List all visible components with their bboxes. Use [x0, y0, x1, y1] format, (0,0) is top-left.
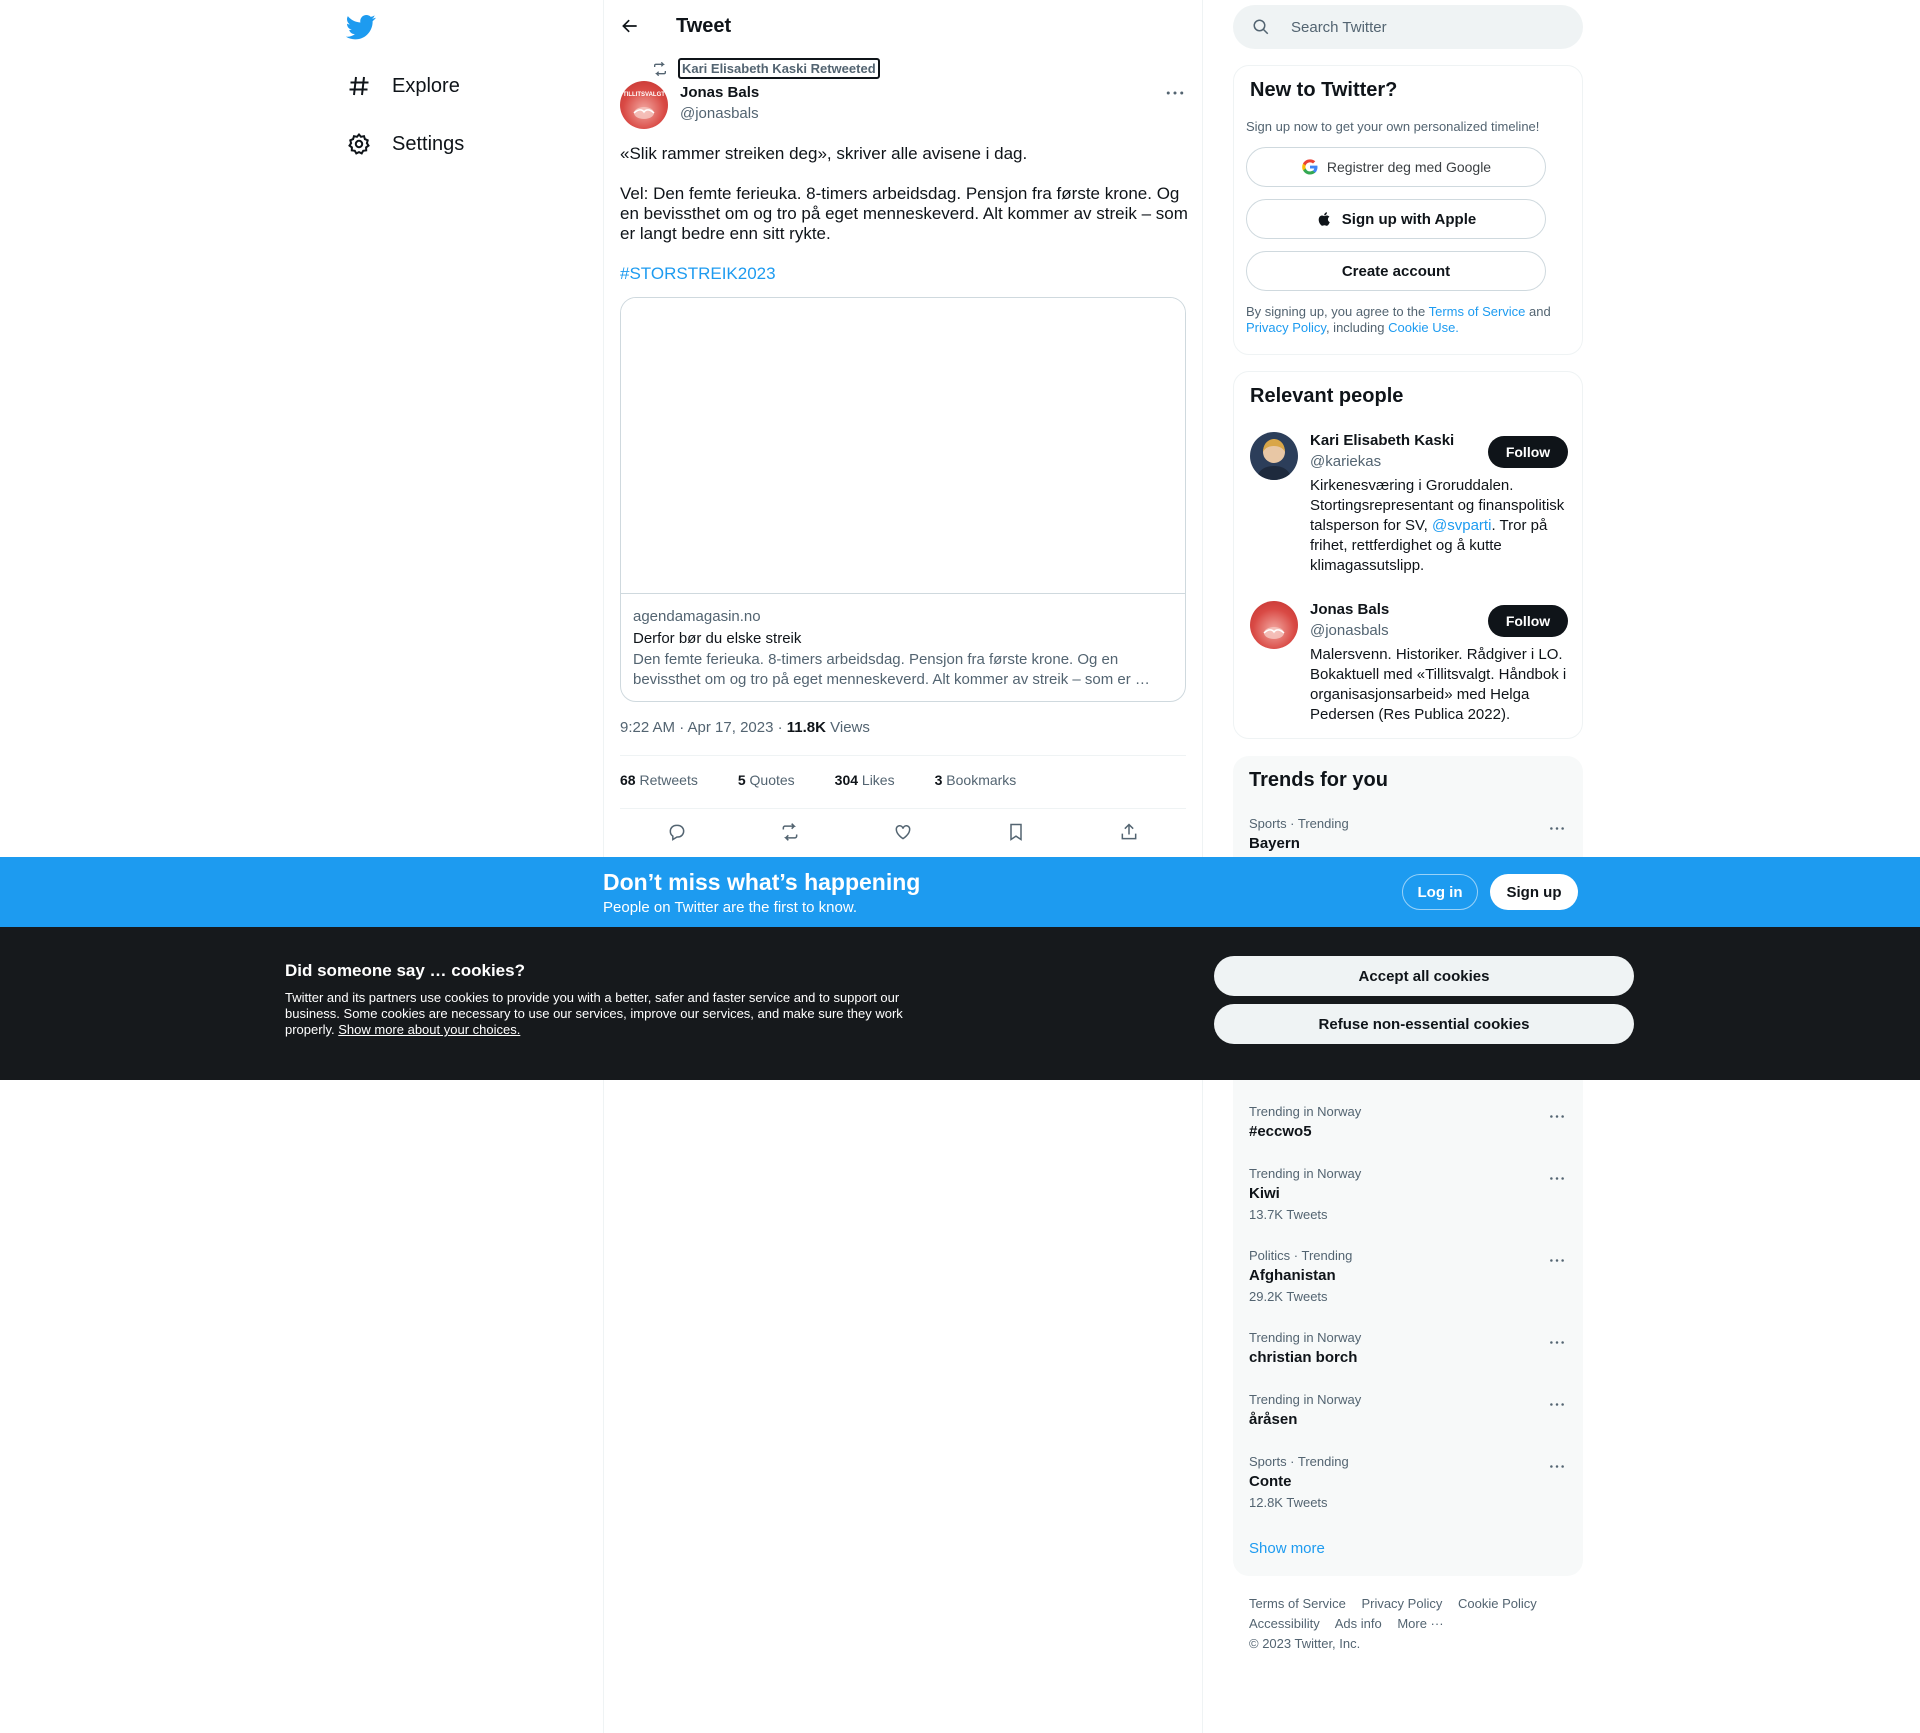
more-dots-icon — [1549, 1176, 1565, 1181]
author-name[interactable]: Jonas Bals — [680, 84, 760, 101]
bookmark-icon — [1006, 822, 1026, 842]
cookie-consent-bar — [0, 927, 1920, 1080]
google-icon — [1301, 158, 1319, 176]
apple-signup-label: Sign up with Apple — [1341, 210, 1477, 228]
trend-count: 13.7K Tweets — [1249, 1207, 1328, 1222]
card-description: Den femte ferieuka. 8-timers arbeidsdag. Pensjon fra første krone. Og en bevissthet om og tro på eget menneskeverd. Alt kommer av streik – som er … — [633, 651, 1150, 688]
page-title: Tweet — [676, 15, 732, 37]
trend-item[interactable] — [1249, 1248, 1567, 1304]
like-button[interactable] — [891, 820, 915, 844]
trend-item[interactable] — [1249, 1330, 1567, 1366]
stat-retweets[interactable]: 68 Retweets — [620, 772, 698, 788]
trend-item[interactable] — [1249, 1166, 1567, 1222]
trend-name: Kiwi — [1249, 1185, 1280, 1202]
nav-settings-label: Settings — [392, 132, 465, 155]
cookie-use-link[interactable]: Cookie Use. — [1388, 320, 1459, 335]
cookie-title: Did someone say … cookies? — [285, 961, 525, 980]
signup-button[interactable]: Sign up — [1490, 874, 1578, 910]
tweet-text — [620, 144, 1190, 304]
author-handle[interactable]: @jonasbals — [680, 105, 759, 122]
trend-count: 29.2K Tweets — [1249, 1289, 1328, 1304]
search-input[interactable] — [1291, 19, 1571, 36]
tweet-timestamp — [620, 719, 870, 736]
relevant-people-panel — [1233, 371, 1583, 739]
person-name[interactable]: Kari Elisabeth Kaski — [1310, 432, 1455, 449]
mention-link[interactable]: @svparti — [1432, 517, 1492, 534]
hashtag-link[interactable]: #STORSTREIK2023 — [620, 264, 776, 283]
trend-meta: Sports · Trending — [1249, 1454, 1349, 1469]
retweet-context — [652, 58, 880, 79]
stat-bookmarks[interactable]: 3 Bookmarks — [934, 772, 1017, 788]
share-icon — [1119, 822, 1139, 842]
more-dots-icon — [1549, 826, 1565, 831]
avatar[interactable] — [620, 81, 668, 129]
trend-item[interactable] — [1249, 1392, 1567, 1428]
reply-icon — [667, 822, 687, 842]
nav-explore[interactable] — [346, 64, 460, 108]
reply-button[interactable] — [665, 820, 689, 844]
trend-name: #eccwo5 — [1249, 1123, 1312, 1140]
apple-icon — [1316, 210, 1334, 228]
trends-title: Trends for you — [1249, 769, 1388, 791]
follow-button[interactable]: Follow — [1488, 436, 1568, 468]
more-dots-icon — [1166, 90, 1184, 96]
retweet-icon — [780, 822, 800, 842]
footer-link[interactable]: Accessibility — [1249, 1616, 1320, 1631]
copyright: © 2023 Twitter, Inc. — [1249, 1636, 1361, 1651]
back-button[interactable] — [618, 14, 642, 38]
signup-banner — [0, 857, 1920, 927]
share-button[interactable] — [1117, 820, 1141, 844]
more-dots-icon — [1549, 1402, 1565, 1407]
views-label: Views — [830, 719, 870, 736]
trend-meta: Politics · Trending — [1249, 1248, 1353, 1263]
more-dots-icon — [1549, 1464, 1565, 1469]
trend-more-button[interactable] — [1547, 1458, 1567, 1474]
trend-meta: Trending in Norway — [1249, 1392, 1362, 1407]
trend-name: Afghanistan — [1249, 1267, 1336, 1284]
login-button[interactable]: Log in — [1402, 874, 1478, 910]
signup-panel — [1233, 65, 1583, 355]
banner-subtitle: People on Twitter are the first to know. — [603, 899, 858, 916]
trend-name: Bayern — [1249, 835, 1300, 852]
show-more-link[interactable]: Show more — [1249, 1540, 1325, 1557]
footer-link[interactable]: Ads info — [1334, 1616, 1382, 1631]
divider — [620, 755, 1186, 756]
retweet-icon — [652, 61, 668, 77]
apple-signup-button[interactable] — [1246, 199, 1546, 239]
search-box[interactable] — [1233, 5, 1583, 49]
tweet-more-button[interactable] — [1164, 85, 1186, 101]
page-header — [604, 0, 1202, 53]
search-icon — [1251, 17, 1271, 37]
trend-more-button[interactable] — [1547, 1334, 1567, 1350]
cookie-choices-link[interactable]: Show more about your choices. — [338, 1022, 521, 1037]
create-account-label: Create account — [1341, 262, 1451, 280]
person-name[interactable]: Jonas Bals — [1310, 601, 1390, 618]
trend-meta: Trending in Norway — [1249, 1166, 1362, 1181]
trend-name: Conte — [1249, 1473, 1292, 1490]
person-handle[interactable]: @kariekas — [1310, 453, 1382, 470]
gear-icon — [346, 131, 372, 157]
trend-more-button[interactable] — [1547, 1108, 1567, 1124]
tweet-text-line: Vel: Den femte ferieuka. 8-timers arbeidsdag. Pensjon fra første krone. Og en bevissthet om og tro på eget menneskeverd. Alt kommer av streik – som er langt bedre enn sitt rykte. — [620, 184, 1188, 243]
trend-meta: Sports · Trending — [1249, 816, 1349, 831]
follow-button[interactable]: Follow — [1488, 605, 1568, 637]
stat-likes[interactable]: 304 Likes — [834, 772, 895, 788]
trend-name: christian borch — [1249, 1349, 1358, 1366]
card-title: Derfor bør du elske streik — [633, 630, 802, 647]
trend-more-button[interactable] — [1547, 1252, 1567, 1268]
trend-more-button[interactable] — [1547, 1170, 1567, 1186]
banner-title: Don’t miss what’s happening — [603, 869, 921, 895]
trend-item[interactable] — [1249, 1454, 1567, 1510]
divider — [620, 808, 1186, 809]
tweet-stats — [620, 772, 1056, 788]
signup-title: New to Twitter? — [1250, 79, 1398, 101]
trend-item[interactable] — [1249, 1104, 1567, 1140]
nav-settings[interactable] — [346, 122, 464, 166]
trend-name: åråsen — [1249, 1411, 1298, 1428]
accept-cookies-button[interactable]: Accept all cookies — [1214, 956, 1634, 996]
avatar[interactable] — [1250, 601, 1298, 649]
arrow-left-icon — [620, 16, 640, 36]
heart-icon — [893, 822, 913, 842]
nav-explore-label: Explore — [392, 74, 460, 97]
footer-link[interactable]: Cookie Policy — [1457, 1596, 1537, 1611]
avatar[interactable] — [1250, 432, 1298, 480]
link-card[interactable] — [620, 297, 1186, 702]
privacy-link[interactable]: Privacy Policy — [1246, 320, 1326, 335]
stat-quotes[interactable]: 5 Quotes — [737, 772, 795, 788]
google-signup-button[interactable] — [1246, 147, 1546, 187]
signup-subtitle: Sign up now to get your own personalized timeline! — [1246, 119, 1540, 134]
refuse-cookies-button[interactable]: Refuse non-essential cookies — [1214, 1004, 1634, 1044]
trend-meta: Trending in Norway — [1249, 1330, 1362, 1345]
trend-meta: Trending in Norway — [1249, 1104, 1362, 1119]
hashtag-icon — [346, 73, 372, 99]
trend-count: 12.8K Tweets — [1249, 1495, 1328, 1510]
views-count: 11.8K — [786, 719, 826, 736]
tweet-time[interactable]: 9:22 AM · Apr 17, 2023 · — [620, 719, 787, 736]
footer-link[interactable]: Privacy Policy — [1361, 1596, 1443, 1611]
person-bio: Malersvenn. Historiker. Rådgiver i LO. Bokaktuell med «Tillitsvalgt. Håndbok i organisasjonsarbeid» med Helga Pedersen (Res Publica 2022). — [1310, 646, 1567, 723]
more-dots-icon — [1549, 1114, 1565, 1119]
more-dots-icon — [1549, 1340, 1565, 1345]
footer — [1249, 1594, 1569, 1654]
trend-more-button[interactable] — [1547, 1396, 1567, 1412]
trend-item[interactable] — [1249, 816, 1567, 852]
avatar-text: TILLITSVALGT — [623, 92, 665, 98]
trend-more-button[interactable] — [1547, 820, 1567, 836]
terms-link[interactable]: Terms of Service — [1428, 304, 1526, 319]
card-domain: agendamagasin.no — [633, 608, 761, 625]
bookmark-button[interactable] — [1004, 820, 1028, 844]
person-handle[interactable]: @jonasbals — [1310, 622, 1389, 639]
create-account-button[interactable] — [1246, 251, 1546, 291]
card-image — [621, 298, 1185, 594]
relevant-people-title: Relevant people — [1250, 385, 1404, 407]
more-dots-icon — [1549, 1258, 1565, 1263]
tweet-actions — [620, 820, 1186, 844]
footer-more-link[interactable]: More ··· — [1397, 1616, 1444, 1631]
retweeted-by-link[interactable]: Kari Elisabeth Kaski Retweeted — [678, 58, 880, 79]
retweet-button[interactable] — [778, 820, 802, 844]
google-signup-label: Registrer deg med Google — [1326, 159, 1492, 175]
signup-terms: By signing up, you agree to the Terms of Service and Privacy Policy, including Cookie Use. — [1246, 304, 1551, 335]
twitter-logo-icon[interactable] — [346, 12, 380, 42]
cookie-text: Twitter and its partners use cookies to provide you with a better, safer and faster service and to support our business. Some cookies are necessary to use our services, improve our services, and make sure they work properly. Show more about your choices. — [285, 990, 903, 1037]
footer-link[interactable]: Terms of Service — [1249, 1596, 1346, 1611]
person-bio: Kirkenesværing i Groruddalen. Stortingsrepresentant og finanspolitisk talsperson for SV, @svparti. Tror på frihet, rettferdighet og å kutte klimagassutslipp. — [1310, 477, 1565, 574]
tweet-text-line: «Slik rammer streiken deg», skriver alle avisene i dag. — [620, 144, 1028, 163]
